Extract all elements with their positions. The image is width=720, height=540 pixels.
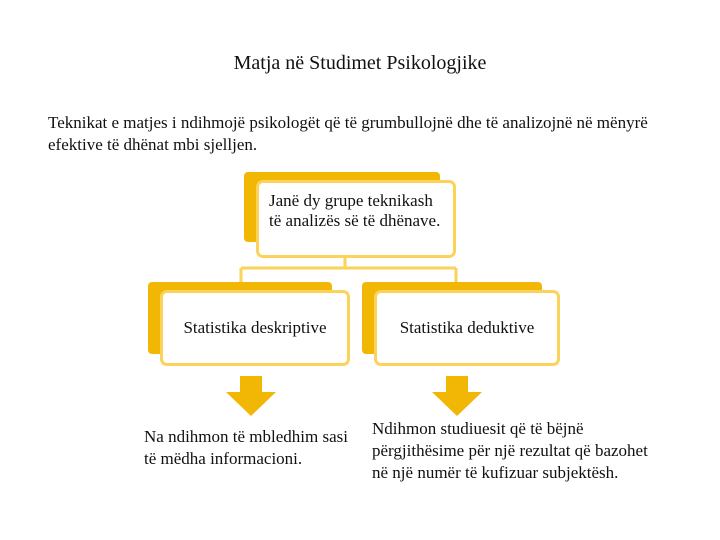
page-title: Matja në Studimet Psikologjike — [233, 52, 487, 74]
descriptive-statistics-description: Na ndihmon të mbledhim sasi të mëdha informacioni. — [144, 427, 348, 468]
root-node — [256, 180, 456, 258]
descriptive-statistics-label: Statistika deskriptive — [183, 318, 327, 337]
deductive-statistics-label: Statistika deduktive — [399, 318, 535, 337]
down-arrow-icon — [432, 376, 482, 416]
deductive-statistics-node — [374, 290, 560, 366]
deductive-statistics-description: Ndihmon studiuesit që të bëjnë përgjithësime për një rezultat që bazohet në një numër të kufizuar subjektësh. — [372, 419, 648, 482]
descriptive-statistics-node — [160, 290, 350, 366]
down-arrow-icon — [226, 376, 276, 416]
intro-text: Teknikat e matjes i ndihmojë psikologët që të grumbullojnë dhe të analizojnë në mënyrë efektive të dhënat mbi sjelljen. — [48, 113, 648, 154]
root-node-label: Janë dy grupe teknikash të analizës së të dhënave. — [269, 191, 441, 230]
